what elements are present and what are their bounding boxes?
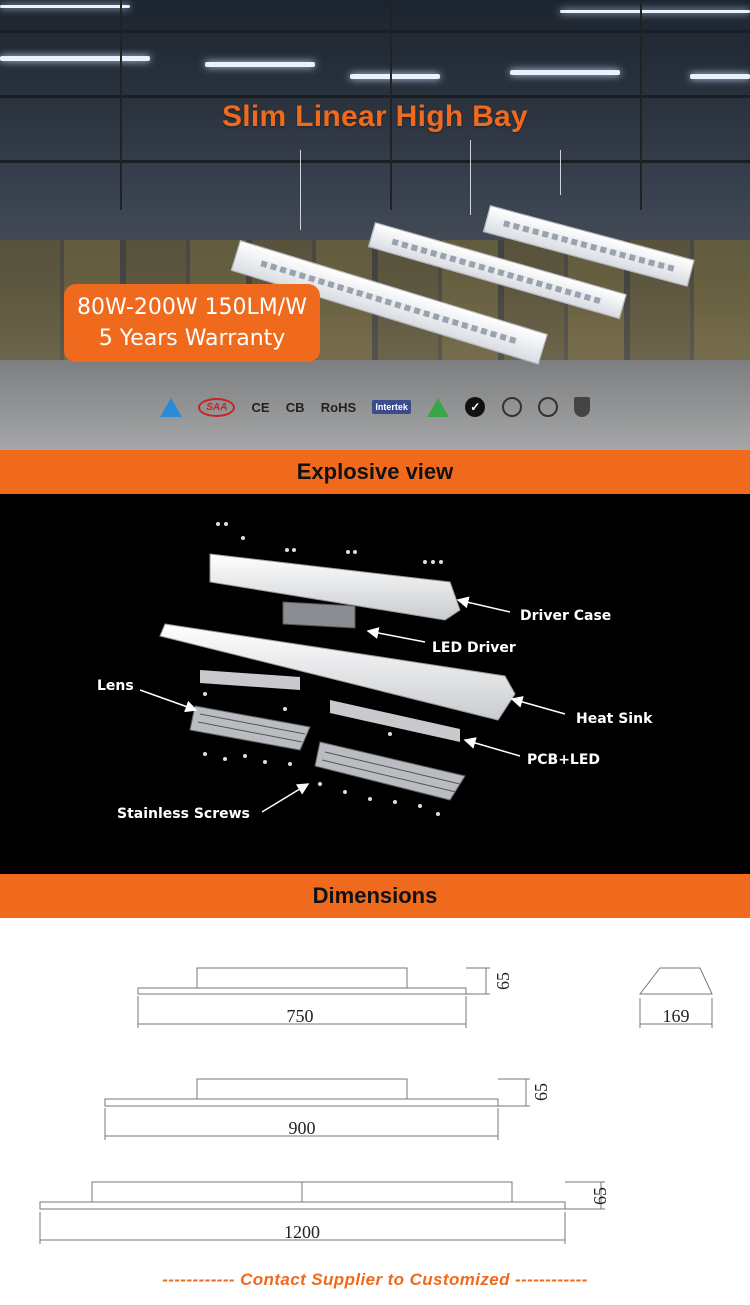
ceiling-light	[205, 62, 315, 67]
led-driver-shape	[283, 602, 355, 628]
dim-height-750: 65	[493, 972, 513, 990]
ceiling-light	[690, 74, 750, 79]
cb-logo-icon: CB	[285, 399, 305, 415]
lamp-wire	[560, 150, 561, 195]
hero-banner	[0, 0, 750, 450]
ceiling-light	[510, 70, 620, 75]
tuv-logo-icon	[160, 398, 182, 417]
pcb-plate-right	[330, 700, 460, 742]
label-pcb-led: PCB+LED	[527, 752, 601, 768]
explosive-view-diagram	[0, 494, 750, 874]
label-heat-sink: Heat Sink	[576, 711, 653, 727]
label-stainless-screws: Stainless Screws	[117, 806, 250, 822]
saa-logo-icon: SAA	[198, 398, 235, 417]
spec-badge	[64, 284, 320, 362]
check-logo-icon: ✓	[465, 397, 485, 417]
dim-height-1200: 65	[590, 1187, 610, 1205]
lens-module-left	[190, 706, 310, 750]
ceiling-beam	[0, 160, 750, 163]
ceiling-light	[350, 74, 440, 79]
certification-logos	[160, 390, 590, 424]
iso-logo-icon	[538, 397, 558, 417]
dim-length-900: 900	[288, 1118, 316, 1138]
model-900-body-outline	[105, 1099, 498, 1106]
top-screws	[216, 522, 443, 564]
lamp-wire	[470, 140, 471, 215]
hero-title: Slim Linear High Bay	[221, 100, 529, 133]
explosive-view-heading: Explosive view	[0, 450, 750, 494]
ccc-logo-icon	[502, 397, 522, 417]
sgs-logo-icon	[574, 397, 590, 417]
intertek-logo-icon: Intertek	[372, 400, 411, 414]
ceiling-beam	[0, 30, 750, 33]
dim-height-900: 65	[531, 1083, 551, 1101]
dim-width-side: 169	[662, 1006, 690, 1026]
model-750-body-outline	[138, 988, 466, 994]
ce-logo-icon: CE	[251, 399, 270, 415]
lens-module-right	[315, 742, 465, 800]
dimensions-diagram	[0, 918, 750, 1268]
model-900-driver-outline	[197, 1079, 407, 1099]
dim-length-750: 750	[286, 1006, 314, 1026]
ceiling-light	[0, 5, 130, 8]
ceiling-light	[0, 56, 150, 61]
label-lens: Lens	[97, 678, 134, 694]
ceiling-light	[560, 10, 750, 13]
dimensions-heading: Dimensions	[0, 874, 750, 918]
lamp-wire	[300, 150, 301, 230]
pcb-plate-left	[200, 670, 300, 690]
badge-line-power: 80W-200W 150LM/W	[77, 295, 307, 320]
rohs-logo-icon: RoHS	[320, 399, 357, 415]
badge-line-warranty: 5 Years Warranty	[98, 326, 286, 351]
label-driver-case: Driver Case	[520, 608, 612, 624]
ceiling-beam	[0, 95, 750, 98]
contact-supplier-footer: ------------ Contact Supplier to Customized ------------	[162, 1270, 588, 1289]
saso-logo-icon	[427, 398, 449, 417]
model-750-driver-outline	[197, 968, 407, 988]
dimensions-svg	[0, 918, 750, 1268]
model-1200-body-outline	[40, 1202, 565, 1209]
side-view-outline	[640, 968, 712, 994]
dim-length-1200: 1200	[284, 1222, 320, 1242]
label-led-driver: LED Driver	[432, 640, 516, 656]
